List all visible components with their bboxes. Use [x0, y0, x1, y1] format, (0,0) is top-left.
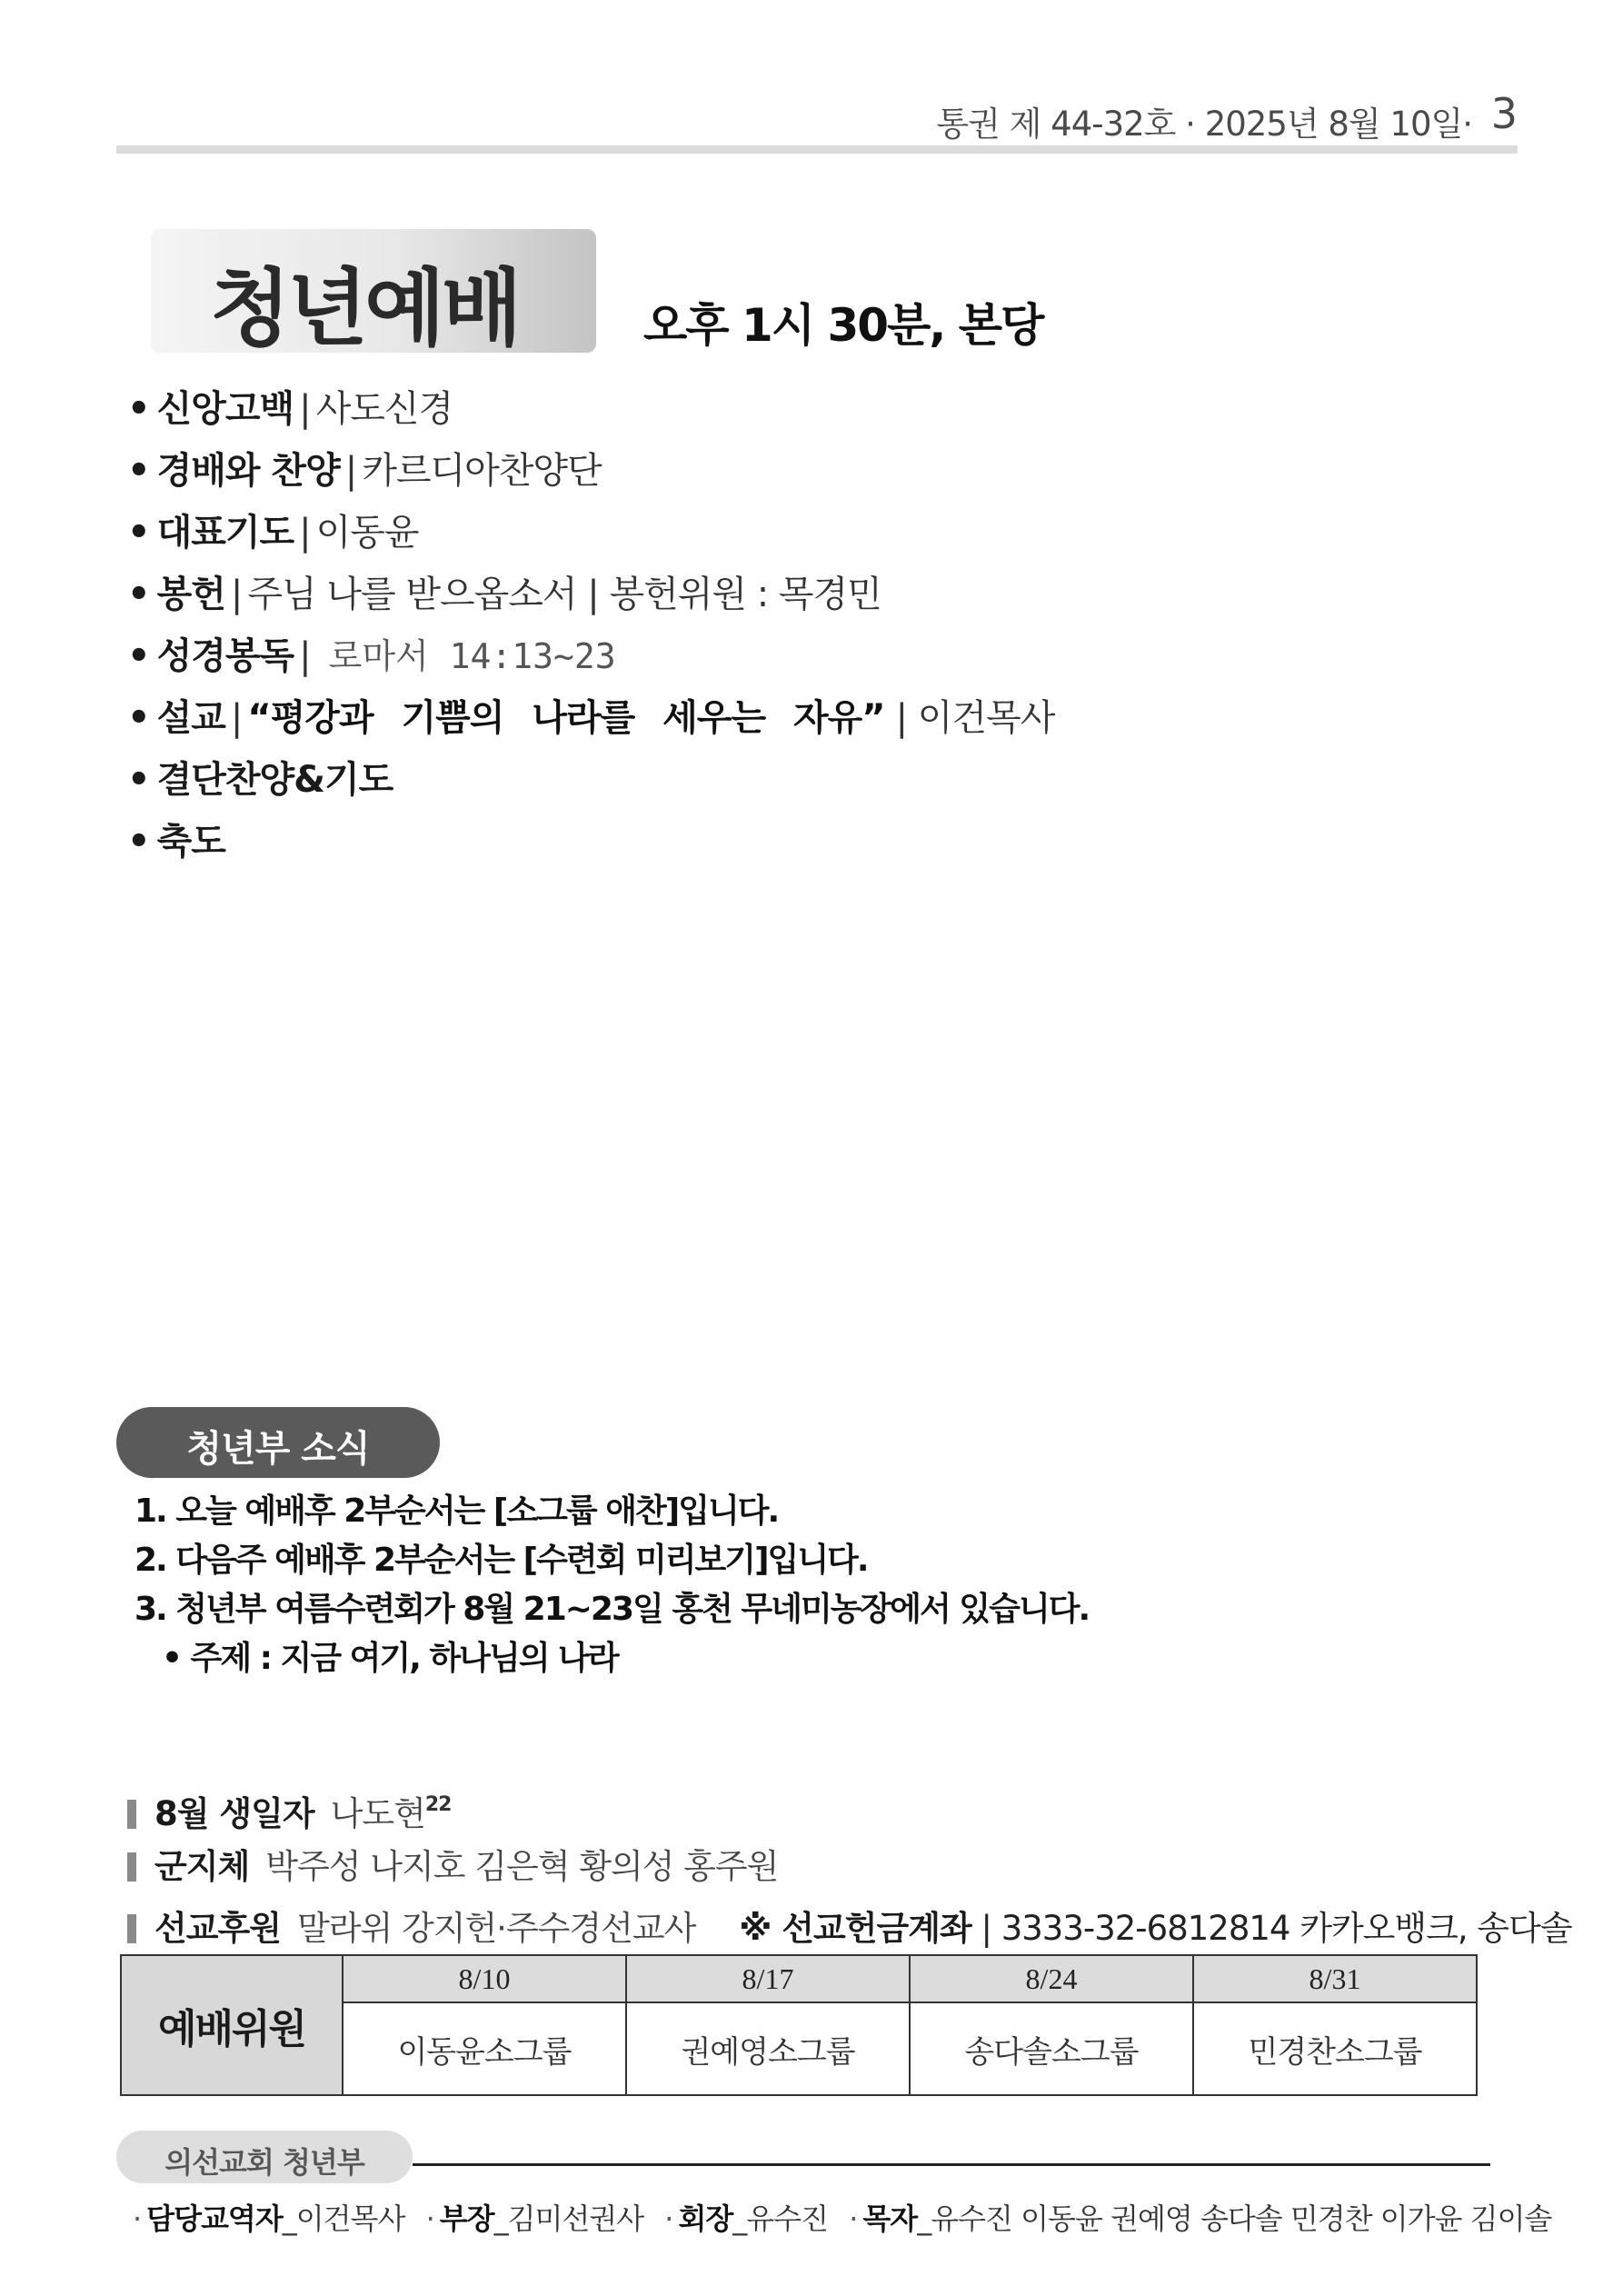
birthday-line: 8월 생일자 나도현$^{22}$ [127, 1774, 1490, 1836]
bar-marker-icon [127, 1800, 136, 1829]
order-item: • 축도 [127, 821, 225, 863]
table-date: 8/24 [910, 1955, 1193, 2002]
header-divider [116, 145, 1518, 154]
news-heading-badge [116, 1407, 440, 1478]
church-name-badge [116, 2131, 413, 2183]
staff-names: _유수진 이동윤 권예영 송다솔 민경찬 이가윤 김이솔 [917, 2201, 1552, 2236]
table-group: 송다솔소그룹 [910, 2002, 1193, 2095]
order-item: • 신앙고백 | 사도신경 [127, 388, 453, 430]
news-heading: 청년부 소식 [186, 1428, 370, 1470]
church-name: 의선교회 청년부 [164, 2145, 364, 2180]
bar-marker-icon [127, 1852, 136, 1882]
mission-account: | 3333-32-6812814 카카오뱅크, 송다솔 [981, 1909, 1572, 1948]
service-time-place: 오후 1시 30분, 본당 [643, 299, 1043, 352]
staff-role: 부장 [439, 2201, 494, 2236]
order-item: • 결단찬양&기도 [127, 759, 393, 801]
mission-account-label: ※ 선교헌금계좌 [739, 1909, 971, 1948]
table-date: 8/17 [626, 1955, 910, 2002]
table-date: 8/10 [343, 1955, 626, 2002]
order-item: • 봉헌 | 주님 나를 받으옵소서 | 봉헌위원 : 목경민 [127, 574, 881, 615]
order-item: • 경배와 찬양 | 카르디아찬양단 [127, 450, 602, 492]
staff-role: 목자 [862, 2201, 918, 2236]
footer-divider [413, 2163, 1490, 2166]
issue-info: 통권 제 44-32호 · 2025년 8월 10일· [936, 105, 1472, 144]
bullet-icon: • [127, 450, 150, 492]
table-group: 권예영소그룹 [626, 2002, 910, 2095]
worship-committee-table [120, 1954, 1478, 2096]
table-date: 8/31 [1193, 1955, 1477, 2002]
page-number: 3 [1490, 89, 1518, 138]
table-group: 이동윤소그룹 [343, 2002, 626, 2095]
mission-line: 선교후원 말라위 강지헌·주수경선교사 ※ 선교헌금계좌 | 3333-32-6812814 카카오뱅크, 송다솔 [127, 1898, 1490, 1960]
worship-committee-heading: 예배위원 [121, 1955, 343, 2095]
bullet-icon: • [127, 388, 150, 430]
news-list [134, 1487, 1498, 1683]
staff-role: 담당교역자 [146, 2201, 283, 2236]
news-item: 1. 오늘 예배후 2부순서는 [소그룹 애찬]입니다. [134, 1492, 779, 1530]
staff-line: · 담당교역자_이건목사 · 부장_김미선권사 · 회장_유수진 · 목자_유수진 이동윤 권예영 송다솔 민경찬 이가윤 김이솔 [133, 2201, 1552, 2236]
order-item: • 설교 | “평강과 기쁨의 나라를 세우는 자유” | 이건목사 [127, 697, 1055, 739]
order-item: • 성경봉독 | 로마서 14:13~23 [127, 635, 616, 677]
bullet-icon: • [127, 759, 150, 801]
order-of-service [127, 378, 1399, 873]
military-line: 군지체 박주성 나지호 김은혁 황의성 홍주원 [127, 1836, 1490, 1898]
news-subitem: • 주제 : 지금 여기, 하나님의 나라 [162, 1640, 618, 1677]
bullet-icon: • [127, 574, 150, 615]
order-item: • 대표기도 | 이동윤 [127, 512, 419, 554]
news-item: 2. 다음주 예배후 2부순서는 [수련회 미리보기]입니다. [134, 1542, 868, 1579]
bullet-icon: • [127, 635, 150, 677]
bullet-icon: • [127, 821, 150, 863]
staff-names: _유수진 [732, 2201, 829, 2236]
staff-role: 회장 [678, 2201, 733, 2236]
staff-names: _김미선권사 [493, 2201, 644, 2236]
sermon-title: “평강과 기쁨의 나라를 세우는 자유” [247, 697, 885, 739]
bar-marker-icon [127, 1914, 136, 1943]
table-group: 민경찬소그룹 [1193, 2002, 1477, 2095]
staff-names: _이건목사 [282, 2201, 405, 2236]
bullet-icon: • [127, 697, 150, 739]
bullet-icon: • [127, 512, 150, 554]
service-title: 청년예배 [210, 260, 519, 357]
info-block [127, 1774, 1572, 1960]
service-title-box [151, 229, 596, 357]
news-item: 3. 청년부 여름수련회가 8월 21~23일 홍천 무네미농장에서 있습니다. [134, 1591, 1090, 1628]
